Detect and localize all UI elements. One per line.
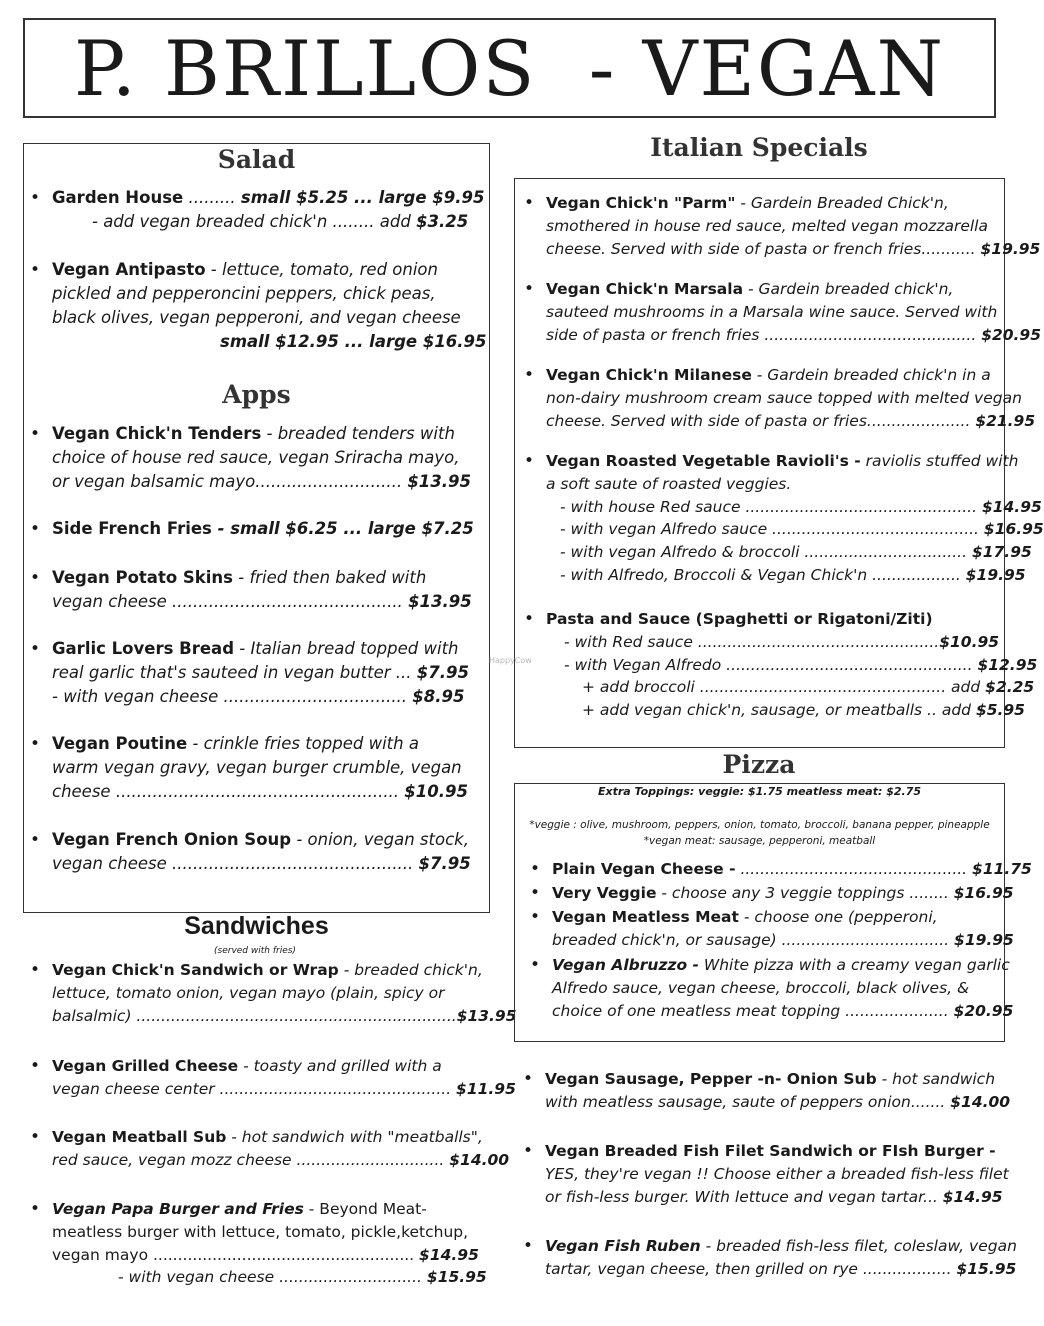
menu-item-fish-ruben: • Vegan Fish Ruben - breaded fish-less filet, coleslaw, vegan tartar, vegan cheese, then grilled on rye .................. $15.95	[523, 1236, 1017, 1278]
menu-item-potato-skins: • Vegan Potato Skins - fried then baked with vegan cheese ............................................ $13.95	[30, 568, 472, 611]
bullet-icon: •	[524, 451, 535, 471]
bullet-icon: •	[30, 960, 41, 980]
bullet-icon: •	[30, 424, 41, 444]
sandwiches-note: (served with fries)	[214, 946, 296, 956]
bullet-icon: •	[523, 1141, 534, 1161]
menu-item-chickn-milanese: • Vegan Chick'n Milanese - Gardein breaded chick'n in a non-dairy mushroom cream sauce topped with melted vegan cheese. Served with side of pasta or fries..................... $21.95	[524, 365, 1036, 430]
restaurant-title: P. BRILLOS - VEGAN	[73, 23, 946, 113]
bullet-icon: •	[30, 188, 41, 208]
bullet-icon: •	[30, 519, 41, 539]
bullet-icon: •	[524, 609, 535, 629]
bullet-icon: •	[530, 883, 541, 903]
italian-specials-heading: Italian Specials	[650, 133, 868, 162]
menu-item-albruzzo: • Vegan Albruzzo - White pizza with a creamy vegan garlic Alfredo sauce, vegan cheese, broccoli, black olives, & choice of one meatless meat topping ..................... $20.95	[530, 955, 1014, 1020]
pizza-meat-note: *vegan meat: sausage, pepperoni, meatball	[643, 835, 876, 847]
bullet-icon: •	[523, 1069, 534, 1089]
menu-item-very-veggie: • Very Veggie - choose any 3 veggie toppings ........ $16.95	[530, 883, 1014, 903]
bullet-icon: •	[30, 260, 41, 280]
menu-item-garlic-lovers-bread: • Garlic Lovers Bread - Italian bread topped with real garlic that's sauteed in vegan butter ... $7.95 - with vegan cheese ................................... $8.95	[30, 639, 469, 706]
apps-heading: Apps	[222, 380, 291, 409]
menu-item-ravioli: • Vegan Roasted Vegetable Ravioli's - raviolis stuffed with a soft saute of roasted veggies. - with house Red sauce ............................................... $14.95 - with vegan Alfredo sauce .......................................... $16.95 - with vegan Alfredo & broccoli ................................. $17.95 - with Alfredo, Broccoli & Vegan Chick'n .................. $19.95	[524, 451, 1044, 584]
sandwiches-heading: Sandwiches	[184, 912, 329, 940]
bullet-icon: •	[30, 1056, 41, 1076]
watermark-label: HappyCow	[489, 656, 532, 665]
pizza-heading: Pizza	[722, 750, 796, 779]
menu-item-grilled-cheese: • Vegan Grilled Cheese - toasty and grilled with a vegan cheese center ............................................... $11.95	[30, 1056, 516, 1098]
menu-item-chickn-tenders: • Vegan Chick'n Tenders - breaded tenders with choice of house red sauce, vegan Sriracha mayo, or vegan balsamic mayo............................ $13.95	[30, 424, 471, 491]
bullet-icon: •	[30, 568, 41, 588]
menu-item-poutine: • Vegan Poutine - crinkle fries topped with a warm vegan gravy, vegan burger crumble, vegan cheese ...................................................... $10.95	[30, 734, 468, 801]
menu-item-meatless-meat: • Vegan Meatless Meat - choose one (pepperoni, breaded chick'n, or sausage) .................................. $19.95	[530, 907, 1014, 949]
salad-heading: Salad	[217, 145, 296, 174]
bullet-icon: •	[530, 955, 541, 975]
menu-item-chickn-parm: • Vegan Chick'n "Parm" - Gardein Breaded Chick'n, smothered in house red sauce, melted vegan mozzarella cheese. Served with side of pasta or french fries........... $19.95	[524, 193, 1041, 258]
bullet-icon: •	[30, 1127, 41, 1147]
bullet-icon: •	[523, 1236, 534, 1256]
menu-item-meatball-sub: • Vegan Meatball Sub - hot sandwich with "meatballs", red sauce, vegan mozz cheese .............................. $14.00	[30, 1127, 510, 1169]
menu-item-sausage-sub: • Vegan Sausage, Pepper -n- Onion Sub - hot sandwich with meatless sausage, saute of peppers onion....... $14.00	[523, 1069, 1011, 1111]
menu-item-plain-vegan-cheese: • Plain Vegan Cheese - .............................................. $11.75	[530, 859, 1032, 879]
menu-item-chickn-marsala: • Vegan Chick'n Marsala - Gardein breaded chick'n, sauteed mushrooms in a Marsala wine sauce. Served with side of pasta or french fries ........................................... $20.95	[524, 279, 1042, 344]
bullet-icon: •	[30, 830, 41, 850]
menu-item-side-french-fries: • Side French Fries - small $6.25 ... large $7.25	[30, 519, 474, 539]
bullet-icon: •	[524, 365, 535, 385]
menu-item-papa-burger: • Vegan Papa Burger and Fries - Beyond Meat- meatless burger with lettuce, tomato, pickle,ketchup, vegan mayo ..................................................... $14.95 - with vegan cheese ............................. $15.95	[30, 1199, 487, 1287]
bullet-icon: •	[530, 907, 541, 927]
menu-item-antipasto: • Vegan Antipasto - lettuce, tomato, red onion pickled and pepperoncini peppers, chick peas, black olives, vegan pepperoni, and vegan cheese small $12.95 ... large $16.95	[30, 260, 487, 351]
bullet-icon: •	[30, 639, 41, 659]
bullet-icon: •	[30, 734, 41, 754]
menu-item-french-onion-soup: • Vegan French Onion Soup - onion, vegan stock, vegan cheese .............................................. $7.95	[30, 830, 471, 873]
pizza-extra-toppings: Extra Toppings: veggie: $1.75 meatless meat: $2.75	[597, 785, 922, 798]
menu-item-fish-filet-sandwich: • Vegan Breaded Fish Filet Sandwich or FIsh Burger - YES, they're vegan !! Choose either a breaded fish-less filet or fish-less burger. With lettuce and vegan tartar... $14.95	[523, 1141, 1009, 1206]
bullet-icon: •	[524, 279, 535, 299]
bullet-icon: •	[524, 193, 535, 213]
bullet-icon: •	[530, 859, 541, 879]
menu-item-pasta-and-sauce: • Pasta and Sauce (Spaghetti or Rigatoni/Ziti) - with Red sauce .................................................$10.95 - with Vegan Alfredo .................................................. $12.95 + add broccoli .................................................. add $2.25 + add vegan chick'n, sausage, or meatballs .. add $5.95	[524, 609, 1038, 720]
title-box	[23, 18, 996, 118]
pizza-veggie-note: *veggie : olive, mushroom, peppers, onion, tomato, broccoli, banana pepper, pineapple	[529, 819, 990, 831]
menu-item-chickn-sandwich: • Vegan Chick'n Sandwich or Wrap - breaded chick'n, lettuce, tomato onion, vegan mayo (plain, spicy or balsalmic) .................................................................$13.95	[30, 960, 517, 1025]
menu-item-garden-house: • Garden House ......... small $5.25 ... large $9.95 - add vegan breaded chick'n ........ add $3.25	[30, 188, 485, 231]
bullet-icon: •	[30, 1199, 41, 1219]
